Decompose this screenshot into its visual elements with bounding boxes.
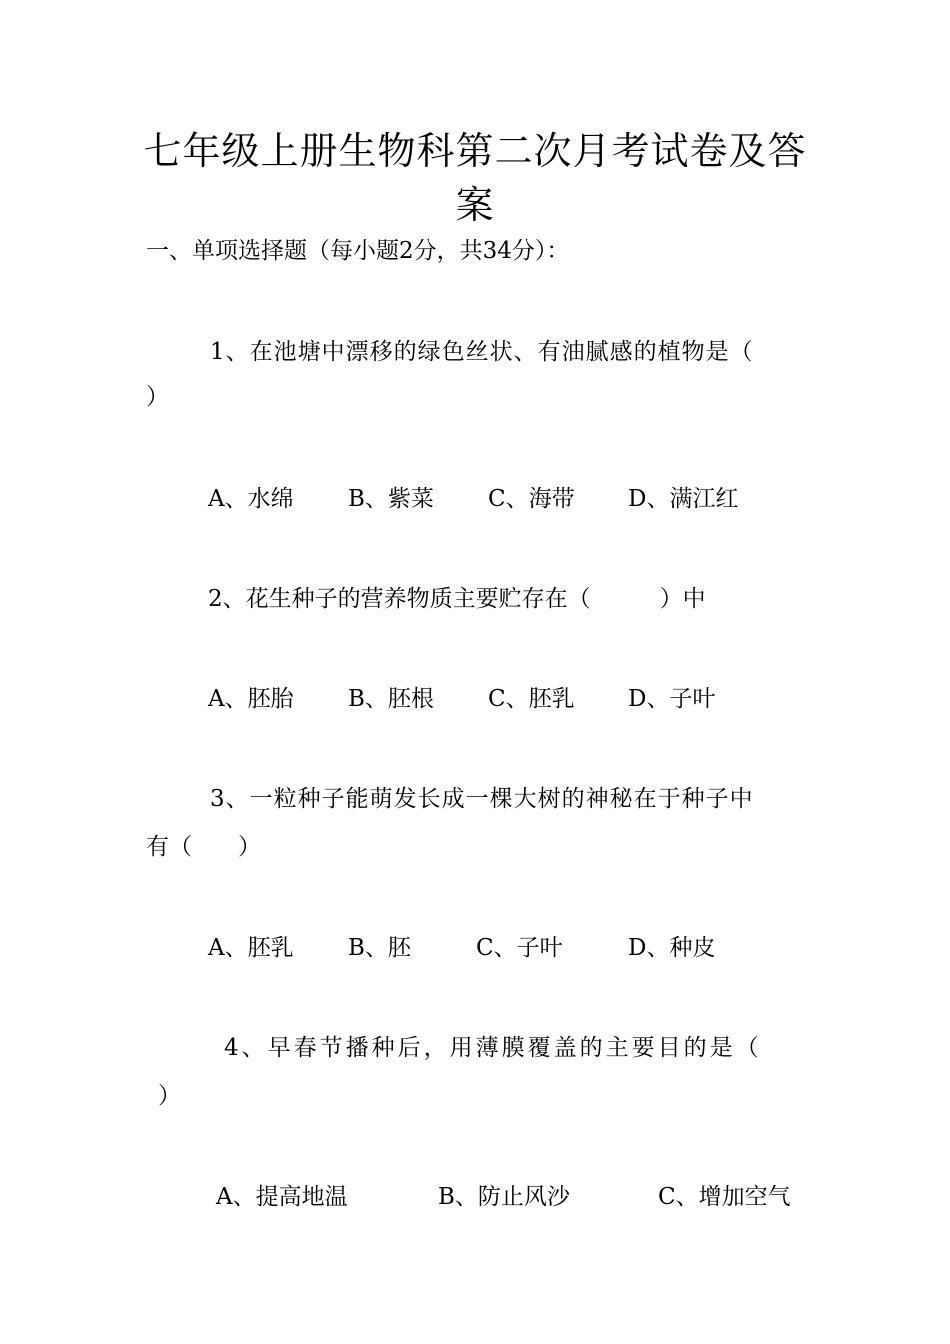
question-3-option-a: A、胚乳 [208, 935, 294, 961]
question-1-option-c: C、海带 [488, 486, 575, 512]
question-1-option-b: B、紫菜 [348, 486, 434, 512]
question-1-stem: 1、在池塘中漂移的绿色丝状、有油腻感的植物是（ [210, 339, 754, 365]
question-1-option-d: D、满江红 [628, 486, 739, 512]
question-1-stem-continued: ） [146, 384, 169, 410]
section-heading: 一、单项选择题（每小题2分，共34分）： [146, 238, 570, 264]
question-4-option-a: A、提高地温 [216, 1184, 348, 1210]
question-2-option-a: A、胚胎 [208, 686, 294, 712]
question-3-stem-continued: 有（ ） [146, 834, 261, 860]
question-4-stem: 4、早春节播种后，用薄膜覆盖的主要目的是（ [224, 1035, 762, 1061]
question-4-option-b: B、防止风沙 [438, 1184, 570, 1210]
question-2-option-d: D、子叶 [628, 686, 716, 712]
question-3-option-d: D、种皮 [628, 935, 716, 961]
page-title-continued: 案 [455, 183, 495, 227]
question-4-option-c: C、增加空气 [658, 1184, 791, 1210]
question-3-stem: 3、一粒种子能萌发长成一棵大树的神秘在于种子中 [210, 786, 754, 812]
question-2-stem: 2、花生种子的营养物质主要贮存在（ ）中 [208, 586, 706, 612]
page-title: 七年级上册生物科第二次月考试卷及答 [143, 129, 807, 173]
question-1-option-a: A、水绵 [208, 486, 294, 512]
question-4-stem-continued: ） [158, 1083, 181, 1109]
question-3-option-c: C、子叶 [476, 935, 563, 961]
question-2-option-b: B、胚根 [348, 686, 434, 712]
question-2-option-c: C、胚乳 [488, 686, 575, 712]
question-3-option-b: B、胚 [348, 935, 411, 961]
